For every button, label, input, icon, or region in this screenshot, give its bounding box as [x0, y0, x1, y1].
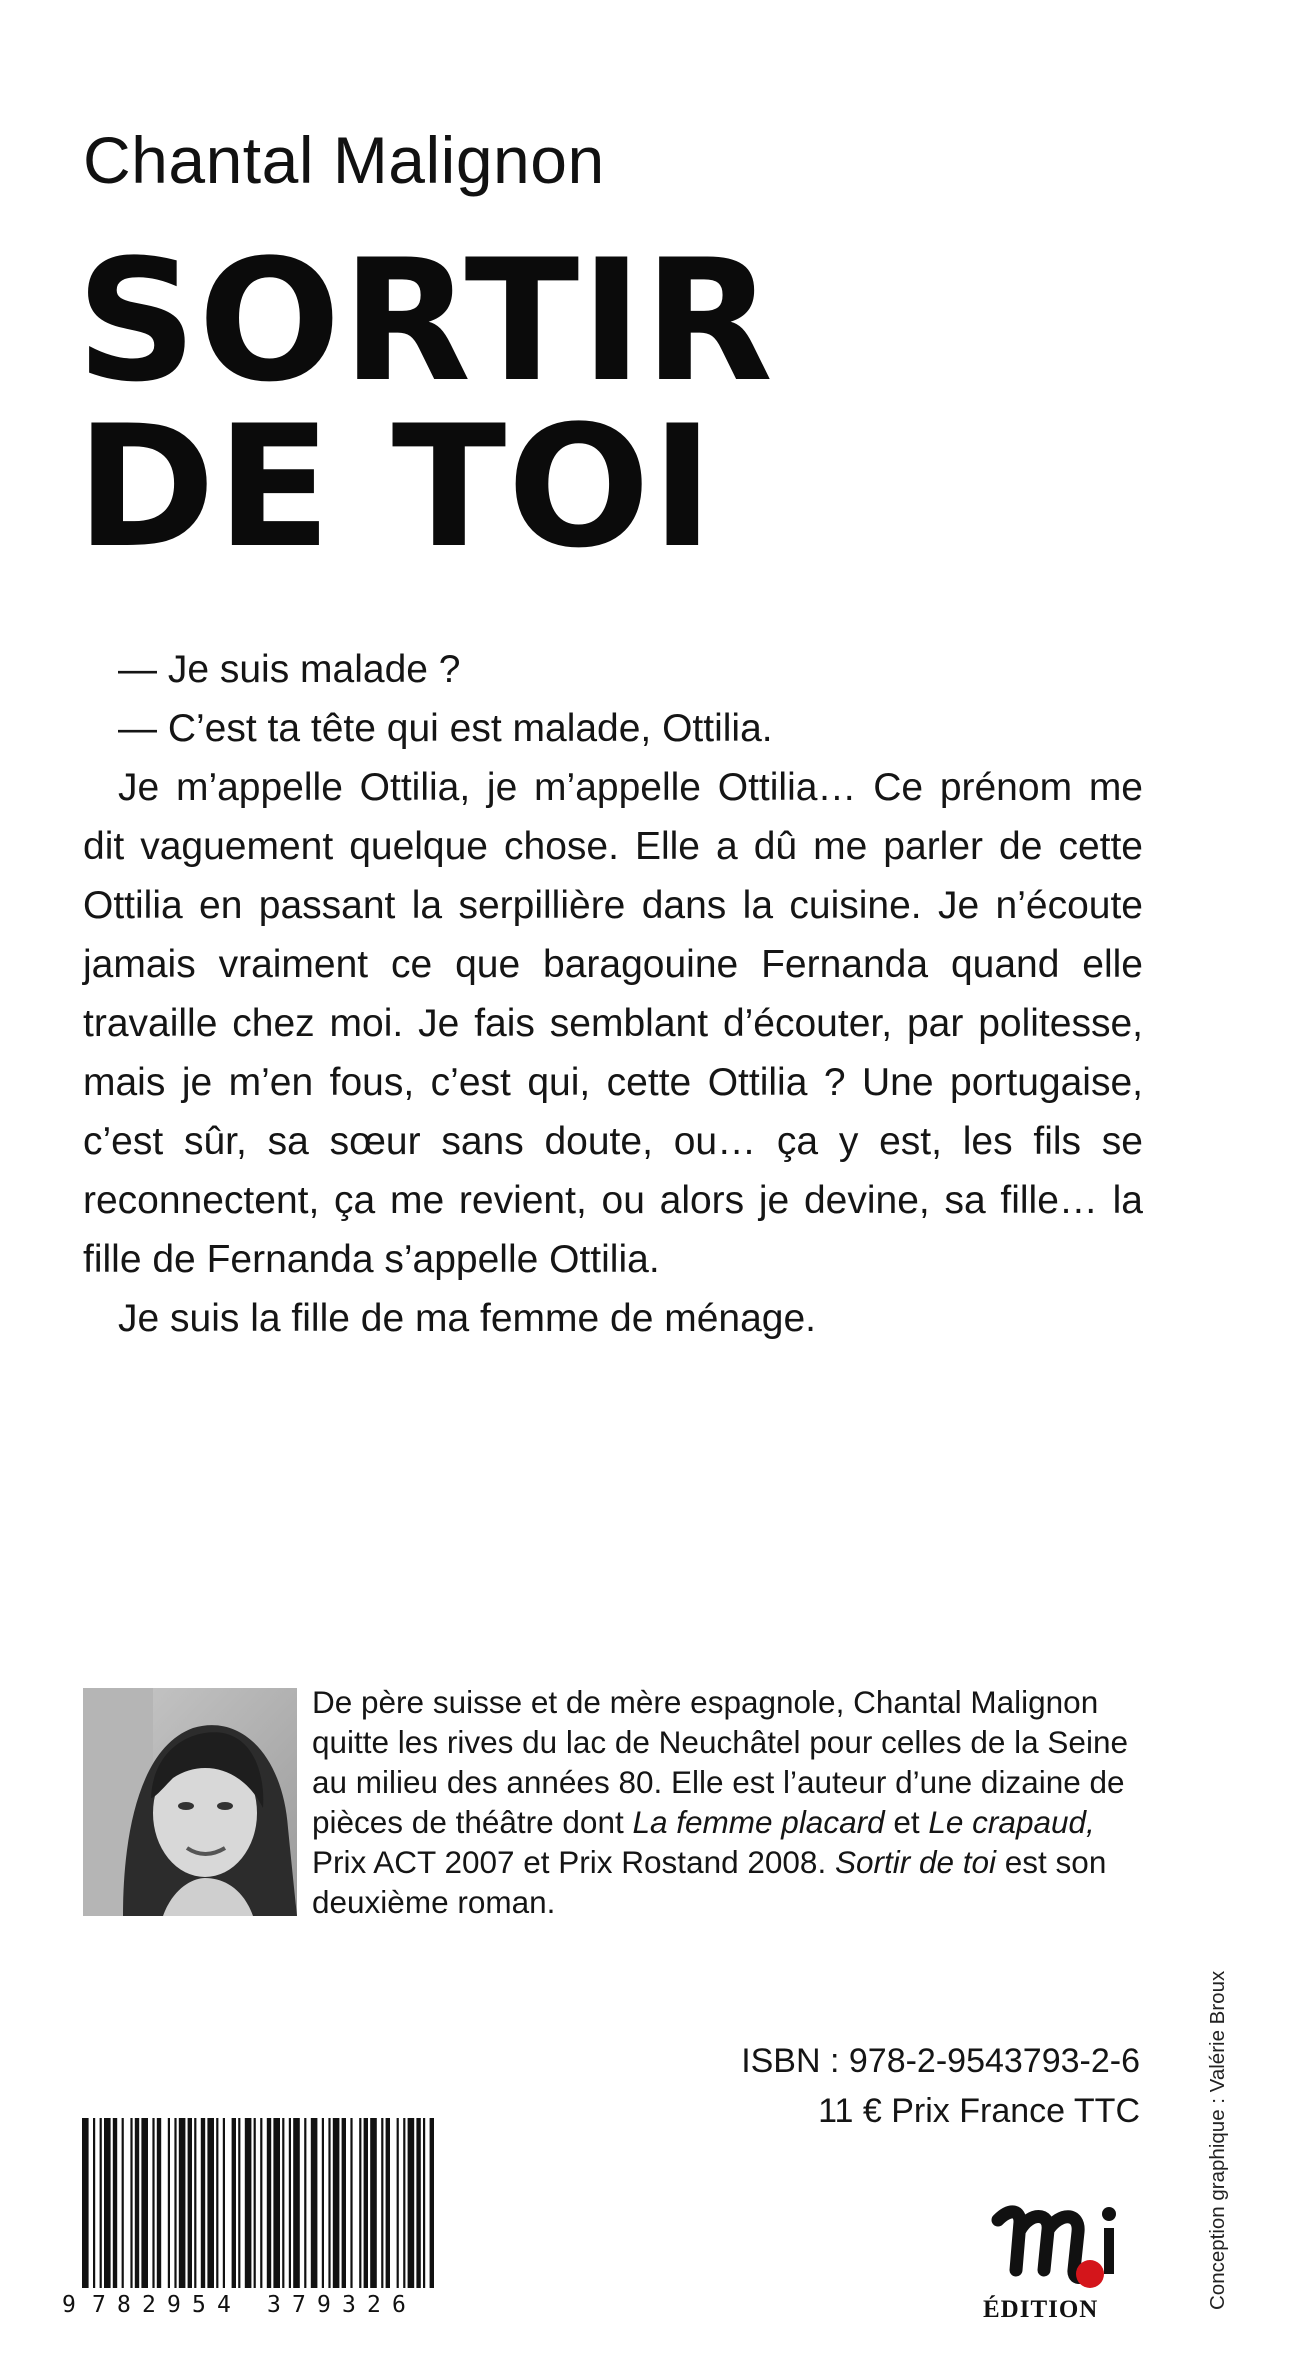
barcode-digit: 7 — [92, 2292, 106, 2318]
barcode-digit: 6 — [392, 2292, 406, 2318]
bio-text-d: est son deuxième roman. — [312, 1844, 1107, 1920]
barcode-bar — [273, 2118, 280, 2288]
barcode-bar — [403, 2118, 405, 2288]
author-photo — [83, 1688, 297, 1916]
title-line-1: SORTIR — [76, 223, 775, 419]
barcode-digit: 3 — [267, 2292, 281, 2318]
barcode-bar — [359, 2118, 361, 2288]
excerpt-text — [83, 640, 1143, 1348]
barcode-bar — [322, 2118, 324, 2288]
barcode-bar — [201, 2118, 205, 2288]
barcode-digit: 3 — [342, 2292, 356, 2318]
barcode-bar — [260, 2118, 262, 2288]
barcode-digit: 7 — [292, 2292, 306, 2318]
barcode-bar — [386, 2118, 390, 2288]
barcode — [80, 2118, 440, 2318]
barcode-bar — [179, 2118, 186, 2288]
barcode-bar — [135, 2118, 139, 2288]
barcode-digit: 9 — [317, 2292, 331, 2318]
barcode-bar — [113, 2118, 117, 2288]
author-name: Chantal Malignon — [83, 123, 605, 197]
barcode-bar — [174, 2118, 176, 2288]
barcode-digit: 5 — [192, 2292, 206, 2318]
barcode-bar — [152, 2118, 154, 2288]
barcode-bar — [141, 2118, 148, 2288]
barcode-digit: 2 — [367, 2292, 381, 2318]
barcode-bar — [289, 2118, 291, 2288]
excerpt-paragraph-1: Je m’appelle Ottilia, je m’appelle Ottilia… Ce prénom me dit vaguement quelque chose. Elle a dû me parler de cette Ottilia en passant la serpillière dans la cuisine. Je n’écoute jamais vraiment ce que baragouine Fernanda quand elle travaille chez moi. Je fais semblant d’écouter, par politesse, mais je m’en fous, c’est qui, cette Ottilia ? Une portugaise, c’est sûr, sa sœur sans doute, ou… ça y est, les fils se reconnectent, ça me revient, ou alors je devine, sa fille… la fille de Fernanda s’appelle Ottilia. — [83, 766, 1143, 1281]
barcode-bar — [304, 2118, 306, 2288]
price: 11 € Prix France TTC — [818, 2092, 1140, 2130]
excerpt-paragraph-2: Je suis la fille de ma femme de ménage. — [118, 1297, 817, 1340]
barcode-bar — [238, 2118, 240, 2288]
pricing-block — [741, 2036, 1140, 2136]
bio-text-b: et — [884, 1804, 929, 1840]
barcode-bar — [397, 2118, 399, 2288]
barcode-bar — [223, 2118, 225, 2288]
barcode-bar — [370, 2118, 377, 2288]
barcode-bar — [254, 2118, 256, 2288]
barcode-bar — [232, 2118, 236, 2288]
isbn: ISBN : 978-2-9543793-2-6 — [741, 2042, 1140, 2080]
barcode-bar — [104, 2118, 111, 2288]
barcode-bar — [188, 2118, 192, 2288]
publisher-name: ÉDITION — [983, 2296, 1099, 2323]
barcode-digit: 4 — [217, 2292, 231, 2318]
barcode-bar — [423, 2118, 425, 2288]
barcode-bar — [328, 2118, 330, 2288]
barcode-bar — [364, 2118, 368, 2288]
barcode-bar — [122, 2118, 124, 2288]
bio-text-a: De père suisse et de mère espagnole, Chantal Malignon quitte les rives du lac de Neuchâtel pour celles de la Seine au milieu des années 80. Elle est l’auteur d’une dizaine de pièces de théâtre dont — [312, 1684, 1128, 1840]
bio-work-2: Le crapaud, — [928, 1804, 1095, 1840]
bio-text-c: Prix ACT 2007 et Prix Rostand 2008. — [312, 1844, 835, 1880]
barcode-bar — [207, 2118, 214, 2288]
title-line-2: DE TOI — [76, 389, 715, 585]
barcode-bar — [293, 2118, 300, 2288]
barcode-bar — [194, 2118, 196, 2288]
barcode-digit: 9 — [62, 2292, 76, 2318]
dialogue-line-1: — Je suis malade ? — [118, 648, 461, 691]
design-credit: Conception graphique : Valérie Broux — [1206, 1970, 1229, 2310]
bio-work-3: Sortir de toi — [834, 1844, 997, 1880]
barcode-bar — [157, 2118, 161, 2288]
barcode-bar — [82, 2118, 89, 2288]
barcode-bar — [93, 2118, 95, 2288]
dialogue-line-2: — C’est ta tête qui est malade, Ottilia. — [118, 707, 773, 750]
barcode-digit: 9 — [167, 2292, 181, 2318]
barcode-bar — [408, 2118, 415, 2288]
barcode-bar — [282, 2118, 284, 2288]
barcode-bar — [333, 2118, 340, 2288]
author-bio — [312, 1682, 1145, 1922]
barcode-bar — [216, 2118, 218, 2288]
barcode-bar — [311, 2118, 318, 2288]
barcode-bar — [130, 2118, 132, 2288]
barcode-bar — [100, 2118, 102, 2288]
barcode-bar — [168, 2118, 170, 2288]
barcode-bar — [381, 2118, 383, 2288]
barcode-digit: 2 — [142, 2292, 156, 2318]
barcode-bar — [430, 2118, 434, 2288]
book-title — [76, 223, 775, 585]
bio-work-1: La femme placard — [632, 1804, 885, 1840]
barcode-bar — [350, 2118, 352, 2288]
barcode-bar — [267, 2118, 271, 2288]
barcode-bar — [245, 2118, 252, 2288]
barcode-bar — [342, 2118, 346, 2288]
barcode-bar — [416, 2118, 420, 2288]
barcode-digit: 8 — [117, 2292, 131, 2318]
